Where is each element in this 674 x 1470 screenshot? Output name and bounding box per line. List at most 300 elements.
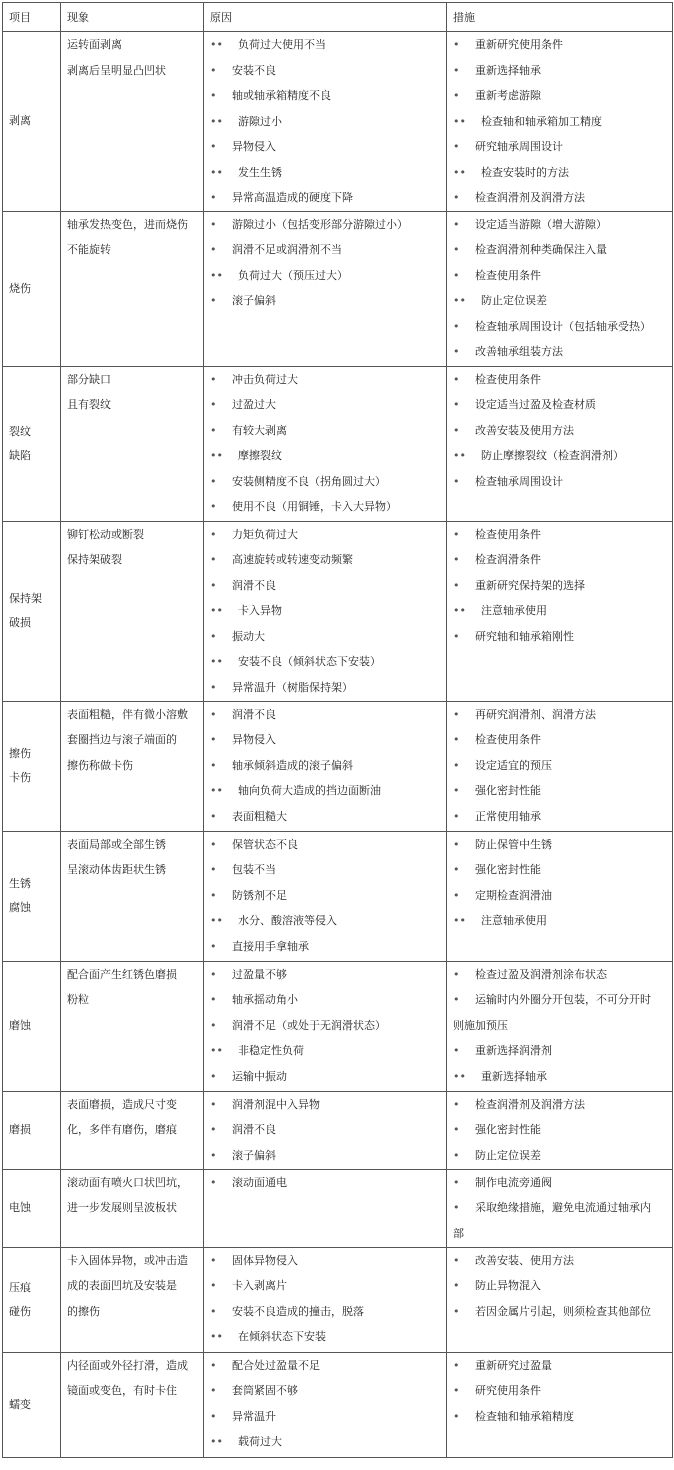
measure-text: 检查轴承周围设计（包括轴承受热） bbox=[475, 319, 651, 333]
measure-text: 检查过盈及润滑剂涂布状态 bbox=[475, 967, 607, 981]
measure-item bbox=[453, 883, 666, 909]
bullet-icon: • bbox=[210, 1069, 217, 1083]
phenomenon-cell bbox=[61, 1169, 204, 1247]
bullet-icon: • bbox=[210, 1175, 217, 1189]
item-label: 磨损 bbox=[9, 1123, 31, 1136]
bullet-icon: • bbox=[210, 89, 217, 102]
bullet-icon: • bbox=[210, 398, 217, 411]
bullet-icon: • bbox=[210, 837, 217, 851]
measure-item bbox=[453, 857, 666, 883]
phenomenon-cell bbox=[61, 831, 204, 961]
bullet-icon: • bbox=[453, 553, 460, 566]
measure-item bbox=[453, 522, 666, 548]
bullet-icon: • bbox=[453, 372, 460, 386]
cause-text: 滚动面通电 bbox=[232, 1175, 287, 1189]
measure-text: 研究轴和轴承箱刚性 bbox=[475, 629, 574, 643]
item-cell bbox=[3, 1091, 61, 1169]
cause-text: 载荷过大 bbox=[238, 1435, 282, 1448]
cause-cell bbox=[204, 521, 447, 701]
cause-text: 润滑不足或润滑剂不当 bbox=[232, 243, 342, 256]
bullet-icon: • bbox=[210, 191, 217, 204]
bullet-icon: •• bbox=[453, 1069, 466, 1083]
cause-text: 有较大剥离 bbox=[232, 423, 287, 437]
cause-item bbox=[210, 469, 440, 495]
measure-item bbox=[453, 1092, 666, 1118]
measure-text: 重新选择轴承 bbox=[475, 63, 541, 77]
bullet-icon: • bbox=[453, 89, 460, 102]
measure-item bbox=[453, 987, 666, 1013]
measure-text: 设定适当游隙（增大游隙） bbox=[475, 217, 607, 231]
bullet-icon: • bbox=[453, 837, 460, 851]
measure-item bbox=[453, 83, 666, 109]
cause-text: 润滑不良 bbox=[232, 1123, 276, 1136]
cause-text: 发生生锈 bbox=[238, 165, 282, 179]
measure-text: 研究使用条件 bbox=[475, 1384, 541, 1397]
measure-item bbox=[453, 908, 666, 934]
cause-text: 游隙过小 bbox=[238, 114, 282, 128]
measure-item bbox=[453, 160, 666, 186]
bullet-icon: • bbox=[453, 243, 460, 256]
bullet-icon: • bbox=[210, 1097, 217, 1111]
measure-text: 重新研究过盈量 bbox=[475, 1358, 552, 1372]
cause-item bbox=[210, 288, 440, 314]
cause-text: 滚子偏斜 bbox=[232, 1148, 276, 1162]
bullet-icon: • bbox=[453, 1097, 460, 1111]
phenomenon-cell bbox=[61, 1247, 204, 1352]
cause-text: 防锈剂不足 bbox=[232, 888, 287, 902]
cause-item bbox=[210, 1064, 440, 1090]
measure-text: 检查轴和轴承箱精度 bbox=[475, 1409, 574, 1423]
cause-item bbox=[210, 109, 440, 135]
measure-text: 检查润滑条件 bbox=[475, 553, 541, 566]
measure-text: 检查轴和轴承箱加工精度 bbox=[481, 114, 602, 128]
measure-item bbox=[453, 237, 666, 263]
phenomenon-line: 表面磨损，造成尺寸变 bbox=[67, 1097, 177, 1111]
measure-text: 检查润滑剂及润滑方法 bbox=[475, 1097, 585, 1111]
measure-cell bbox=[447, 366, 673, 521]
phenomenon-line: 滚动面有喷火口状凹坑， bbox=[67, 1175, 188, 1189]
bullet-icon: • bbox=[453, 1279, 460, 1292]
measure-text: 设定适当过盈及检查材质 bbox=[475, 398, 596, 411]
cause-cell bbox=[204, 366, 447, 521]
cause-text: 轴或轴承箱精度不良 bbox=[232, 89, 331, 102]
measure-item bbox=[453, 1170, 666, 1196]
measure-text: 重新选择轴承 bbox=[481, 1069, 547, 1083]
cause-item bbox=[210, 908, 440, 934]
cause-item bbox=[210, 883, 440, 909]
cause-item bbox=[210, 832, 440, 858]
item-label: 破损 bbox=[9, 616, 31, 629]
table-row bbox=[3, 211, 673, 366]
item-cell bbox=[3, 1352, 61, 1457]
bullet-icon: •• bbox=[210, 1330, 223, 1343]
cause-item bbox=[210, 778, 440, 804]
cause-item bbox=[210, 1378, 440, 1404]
bullet-icon: • bbox=[453, 398, 460, 411]
table-row bbox=[3, 521, 673, 701]
phenomenon-line: 镜面或变色，有时卡住 bbox=[67, 1384, 177, 1397]
measure-item bbox=[453, 314, 666, 340]
measure-cell bbox=[447, 831, 673, 961]
cause-item bbox=[210, 934, 440, 960]
measure-item bbox=[453, 58, 666, 84]
bullet-icon: • bbox=[210, 1409, 217, 1423]
measure-text: 改善安装及使用方法 bbox=[475, 423, 574, 437]
cause-text: 异物侵入 bbox=[232, 140, 276, 153]
bullet-icon: • bbox=[210, 578, 217, 592]
cause-item bbox=[210, 160, 440, 186]
measure-item bbox=[453, 753, 666, 779]
cause-item bbox=[210, 443, 440, 469]
measure-text: 采取绝缘措施，避免电流通过轴承内 bbox=[475, 1201, 651, 1214]
phenomenon-cell bbox=[61, 1352, 204, 1457]
bullet-icon: •• bbox=[453, 449, 466, 462]
bullet-icon: •• bbox=[453, 604, 466, 617]
cause-item bbox=[210, 1013, 440, 1039]
bullet-icon: •• bbox=[453, 914, 466, 927]
bullet-icon: • bbox=[210, 500, 217, 513]
cause-text: 运输中振动 bbox=[232, 1069, 287, 1083]
bullet-icon: • bbox=[453, 993, 460, 1006]
measure-item bbox=[453, 1143, 666, 1169]
cause-text: 润滑不良 bbox=[232, 707, 276, 721]
cause-item bbox=[210, 83, 440, 109]
bullet-icon: • bbox=[453, 268, 460, 282]
measure-text: 检查使用条件 bbox=[475, 268, 541, 282]
bullet-icon: • bbox=[453, 191, 460, 204]
cause-text: 卡入异物 bbox=[238, 604, 282, 617]
cause-text: 轴向负荷大造成的挡边面断油 bbox=[238, 784, 381, 797]
measure-cell bbox=[447, 211, 673, 366]
measure-item bbox=[453, 962, 666, 988]
cause-text: 包装不当 bbox=[232, 863, 276, 876]
bullet-icon: • bbox=[453, 629, 460, 643]
bullet-icon: • bbox=[210, 967, 217, 981]
bullet-icon: • bbox=[453, 1384, 460, 1397]
item-label: 缺陷 bbox=[9, 448, 31, 462]
cause-text: 安装不良（倾斜状态下安装） bbox=[238, 655, 381, 668]
measure-text: 若因金属片引起，则须检查其他部位 bbox=[475, 1304, 651, 1318]
measure-item bbox=[453, 469, 666, 495]
cause-item bbox=[210, 1404, 440, 1430]
cause-cell bbox=[204, 831, 447, 961]
cause-text: 套筒紧固不够 bbox=[232, 1384, 298, 1397]
cause-item bbox=[210, 1353, 440, 1379]
measure-item bbox=[453, 598, 666, 624]
item-cell bbox=[3, 961, 61, 1091]
cause-cell bbox=[204, 1352, 447, 1457]
phenomenon-cell bbox=[61, 961, 204, 1091]
measure-text: 检查使用条件 bbox=[475, 372, 541, 386]
bullet-icon: • bbox=[453, 1201, 460, 1214]
measure-item bbox=[453, 804, 666, 830]
measure-text: 检查轴承周围设计 bbox=[475, 474, 563, 488]
cause-item bbox=[210, 1299, 440, 1325]
bullet-icon: • bbox=[453, 863, 460, 876]
phenomenon-line: 运转面剥离 bbox=[67, 38, 122, 51]
measure-text: 改善轴承组装方法 bbox=[475, 345, 563, 358]
cause-cell bbox=[204, 1247, 447, 1352]
table-row bbox=[3, 1247, 673, 1352]
cause-item bbox=[210, 1092, 440, 1118]
bullet-icon: • bbox=[210, 863, 217, 876]
bullet-icon: • bbox=[210, 474, 217, 488]
cause-cell bbox=[204, 961, 447, 1091]
bullet-icon: • bbox=[453, 319, 460, 333]
measure-text: 部 bbox=[453, 1226, 464, 1240]
cause-text: 润滑不良 bbox=[232, 578, 276, 592]
bullet-icon: • bbox=[210, 733, 217, 746]
measure-item bbox=[453, 339, 666, 365]
bullet-icon: • bbox=[210, 372, 217, 386]
measure-item bbox=[453, 134, 666, 160]
measure-item bbox=[453, 702, 666, 728]
measure-item bbox=[453, 367, 666, 393]
measure-item bbox=[453, 1221, 666, 1247]
bullet-icon: •• bbox=[453, 294, 466, 307]
bullet-icon: •• bbox=[210, 165, 223, 179]
item-label: 蠕变 bbox=[9, 1397, 31, 1411]
header-phenomenon: 现象 bbox=[61, 3, 204, 32]
bullet-icon: • bbox=[210, 758, 217, 772]
phenomenon-line: 卡入固体异物，或冲击造 bbox=[67, 1253, 188, 1267]
measure-text: 注意轴承使用 bbox=[481, 914, 547, 927]
measure-item bbox=[453, 1248, 666, 1274]
cause-text: 安装不良 bbox=[232, 63, 276, 77]
measure-cell bbox=[447, 701, 673, 831]
measure-text: 检查安装时的方法 bbox=[481, 165, 569, 179]
bullet-icon: • bbox=[453, 707, 460, 721]
bullet-icon: • bbox=[453, 1409, 460, 1423]
measure-text: 防止摩擦裂纹（检查润滑剂） bbox=[481, 449, 624, 462]
cause-text: 负荷过大使用不当 bbox=[238, 38, 326, 51]
bullet-icon: • bbox=[210, 217, 217, 231]
bullet-icon: • bbox=[210, 63, 217, 77]
table-row bbox=[3, 366, 673, 521]
measure-text: 重新选择润滑剂 bbox=[475, 1044, 552, 1057]
bullet-icon: • bbox=[453, 1175, 460, 1189]
bullet-icon: • bbox=[210, 1018, 217, 1032]
cause-text: 异常温升 bbox=[232, 1409, 276, 1423]
bullet-icon: •• bbox=[453, 165, 466, 179]
cause-text: 滚子偏斜 bbox=[232, 294, 276, 307]
bullet-icon: • bbox=[453, 527, 460, 541]
bullet-icon: •• bbox=[210, 114, 223, 128]
cause-cell bbox=[204, 1169, 447, 1247]
bullet-icon: • bbox=[210, 993, 217, 1006]
cause-text: 固体异物侵入 bbox=[232, 1253, 298, 1267]
bullet-icon: • bbox=[453, 809, 460, 823]
phenomenon-line: 粉粒 bbox=[67, 993, 89, 1006]
measure-item bbox=[453, 1378, 666, 1404]
bullet-icon: • bbox=[210, 1279, 217, 1292]
measure-text: 防止定位误差 bbox=[481, 294, 547, 307]
cause-item bbox=[210, 418, 440, 444]
cause-item bbox=[210, 392, 440, 418]
bullet-icon: • bbox=[210, 527, 217, 541]
header-measure: 措施 bbox=[447, 3, 673, 32]
measure-item bbox=[453, 443, 666, 469]
cause-text: 卡入剥离片 bbox=[232, 1279, 287, 1292]
cause-item bbox=[210, 58, 440, 84]
measure-cell bbox=[447, 961, 673, 1091]
measure-text: 改善安装、使用方法 bbox=[475, 1253, 574, 1267]
cause-item bbox=[210, 675, 440, 701]
measure-text: 强化密封性能 bbox=[475, 863, 541, 876]
cause-item bbox=[210, 32, 440, 58]
measure-item bbox=[453, 288, 666, 314]
measure-text: 防止保管中生锈 bbox=[475, 837, 552, 851]
bullet-icon: •• bbox=[210, 1435, 223, 1448]
cause-text: 力矩负荷过大 bbox=[232, 527, 298, 541]
bullet-icon: • bbox=[210, 629, 217, 643]
bullet-icon: • bbox=[210, 423, 217, 437]
table-body bbox=[3, 32, 673, 1458]
table-row bbox=[3, 1169, 673, 1247]
bullet-icon: • bbox=[453, 1148, 460, 1162]
cause-text: 过盈过大 bbox=[232, 398, 276, 411]
item-label: 生锈 bbox=[9, 877, 31, 890]
bullet-icon: • bbox=[210, 1304, 217, 1318]
bullet-icon: • bbox=[453, 1044, 460, 1057]
measure-cell bbox=[447, 1169, 673, 1247]
item-cell bbox=[3, 521, 61, 701]
bullet-icon: • bbox=[210, 1123, 217, 1136]
bullet-icon: • bbox=[210, 809, 217, 823]
bullet-icon: • bbox=[453, 345, 460, 358]
bullet-icon: • bbox=[210, 553, 217, 566]
bullet-icon: •• bbox=[210, 449, 223, 462]
measure-item bbox=[453, 1299, 666, 1325]
measure-text: 强化密封性能 bbox=[475, 784, 541, 797]
bullet-icon: • bbox=[453, 758, 460, 772]
item-cell bbox=[3, 211, 61, 366]
measure-cell bbox=[447, 521, 673, 701]
cause-text: 润滑剂混中入异物 bbox=[232, 1097, 320, 1111]
measure-text: 防止定位误差 bbox=[475, 1148, 541, 1162]
measure-item bbox=[453, 32, 666, 58]
cause-item bbox=[210, 962, 440, 988]
measure-item bbox=[453, 1013, 666, 1039]
cause-item bbox=[210, 185, 440, 211]
bullet-icon: • bbox=[210, 294, 217, 307]
measure-text: 重新研究使用条件 bbox=[475, 38, 563, 51]
cause-text: 使用不良（用铜锤，卡入大异物） bbox=[232, 500, 397, 513]
cause-text: 润滑不足（或处于无润滑状态） bbox=[232, 1018, 386, 1032]
measure-text: 检查润滑剂及润滑方法 bbox=[475, 191, 585, 204]
phenomenon-line: 配合面产生红锈色磨损 bbox=[67, 967, 177, 981]
item-label: 裂纹 bbox=[9, 424, 31, 438]
bullet-icon: •• bbox=[210, 1044, 223, 1057]
measure-text: 注意轴承使用 bbox=[481, 604, 547, 617]
cause-item bbox=[210, 1170, 440, 1196]
item-cell bbox=[3, 831, 61, 961]
cause-text: 表面粗糙大 bbox=[232, 809, 287, 823]
measure-item bbox=[453, 573, 666, 599]
measure-cell bbox=[447, 1247, 673, 1352]
bullet-icon: •• bbox=[210, 914, 223, 927]
bullet-icon: • bbox=[453, 1358, 460, 1372]
item-label: 剥离 bbox=[9, 114, 31, 128]
cause-text: 异物侵入 bbox=[232, 733, 276, 746]
measure-item bbox=[453, 1273, 666, 1299]
cause-text: 安装侧精度不良（拐角圆过大） bbox=[232, 474, 386, 488]
cause-item bbox=[210, 1273, 440, 1299]
bullet-icon: • bbox=[210, 140, 217, 153]
bullet-icon: • bbox=[210, 1384, 217, 1397]
bullet-icon: • bbox=[453, 38, 460, 51]
cause-text: 非稳定性负荷 bbox=[238, 1044, 304, 1057]
measure-item bbox=[453, 212, 666, 238]
bullet-icon: • bbox=[210, 939, 217, 953]
table-row bbox=[3, 701, 673, 831]
phenomenon-line: 呈滚动体齿距状生锈 bbox=[67, 863, 166, 876]
bullet-icon: • bbox=[453, 423, 460, 437]
item-label: 卡伤 bbox=[9, 771, 31, 784]
bullet-icon: •• bbox=[210, 604, 223, 617]
cause-text: 安装不良造成的撞击，脱落 bbox=[232, 1304, 364, 1318]
cause-item bbox=[210, 1117, 440, 1143]
cause-item bbox=[210, 263, 440, 289]
item-cell bbox=[3, 701, 61, 831]
measure-item bbox=[453, 727, 666, 753]
cause-text: 在倾斜状态下安装 bbox=[238, 1330, 326, 1343]
item-label: 擦伤 bbox=[9, 747, 31, 760]
cause-cell bbox=[204, 32, 447, 212]
cause-item bbox=[210, 1324, 440, 1350]
header-item: 项目 bbox=[3, 3, 61, 32]
cause-text: 冲击负荷过大 bbox=[232, 372, 298, 386]
bullet-icon: •• bbox=[210, 38, 223, 51]
bullet-icon: • bbox=[453, 967, 460, 981]
item-cell bbox=[3, 32, 61, 212]
item-cell bbox=[3, 1247, 61, 1352]
item-label: 磨蚀 bbox=[9, 1019, 31, 1032]
measure-text: 重新考虑游隙 bbox=[475, 89, 541, 102]
cause-item bbox=[210, 1038, 440, 1064]
cause-item bbox=[210, 1143, 440, 1169]
cause-item bbox=[210, 624, 440, 650]
phenomenon-line: 部分缺口 bbox=[67, 372, 111, 386]
cause-cell bbox=[204, 211, 447, 366]
phenomenon-line: 不能旋转 bbox=[67, 243, 111, 256]
phenomenon-cell bbox=[61, 211, 204, 366]
measure-text: 重新研究保持架的选择 bbox=[475, 578, 585, 592]
phenomenon-line: 表面粗糙，伴有微小溶敷 bbox=[67, 707, 188, 721]
measure-text: 检查使用条件 bbox=[475, 527, 541, 541]
measure-cell bbox=[447, 1091, 673, 1169]
phenomenon-cell bbox=[61, 1091, 204, 1169]
measure-text: 防止异物混入 bbox=[475, 1279, 541, 1292]
table-row bbox=[3, 1352, 673, 1457]
item-cell bbox=[3, 1169, 61, 1247]
bullet-icon: • bbox=[210, 888, 217, 902]
measure-cell bbox=[447, 1352, 673, 1457]
cause-text: 振动大 bbox=[232, 629, 265, 643]
measure-text: 定期检查润滑油 bbox=[475, 888, 552, 902]
cause-text: 水分、酸溶液等侵入 bbox=[238, 914, 337, 927]
measure-item bbox=[453, 1353, 666, 1379]
cause-item bbox=[210, 522, 440, 548]
cause-text: 保管状态不良 bbox=[232, 837, 298, 851]
cause-item bbox=[210, 753, 440, 779]
measure-item bbox=[453, 1064, 666, 1090]
header-row bbox=[3, 3, 673, 32]
bullet-icon: • bbox=[453, 1123, 460, 1136]
measure-item bbox=[453, 624, 666, 650]
table-row bbox=[3, 1091, 673, 1169]
measure-item bbox=[453, 418, 666, 444]
